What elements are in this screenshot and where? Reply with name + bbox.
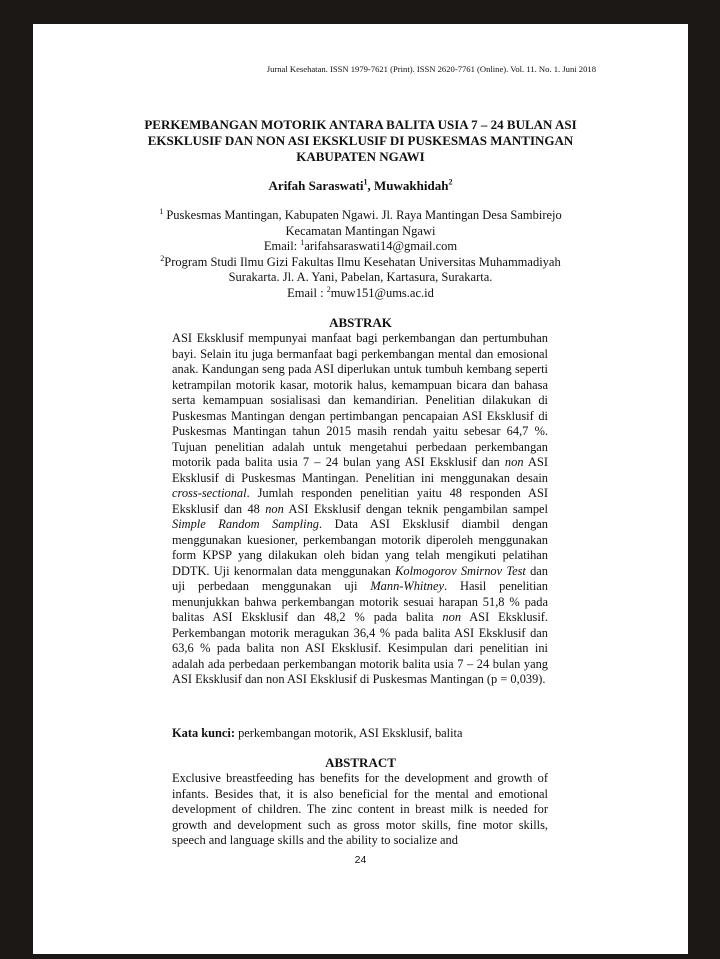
affiliation-2-line2: Surakarta. Jl. A. Yani, Pabelan, Kartasura, Surakarta. xyxy=(228,270,493,285)
journal-header: Jurnal Kesehatan. ISSN 1979-7621 (Print). ISSN 2620-7761 (Online). Vol. 11. No. 1. Juni 2018 xyxy=(266,64,596,74)
abstrak-text: ASI Eksklusif. Perkembangan motorik meragukan 36,4 % pada balita ASI Eksklusif dan 63,6 % pada balita non ASI Eksklusif. Kesimpulan dari penelitian ini adalah ada perbedaan perkembangan motorik balita usia 7 – 24 bulan yang ASI Eksklusif dan non ASI Eksklusif di Puskesmas Mantingan (p = 0,039). xyxy=(172,610,548,686)
email-address: arifahsaraswati14@gmail.com xyxy=(304,239,458,254)
keywords-text: perkembangan motorik, ASI Eksklusif, balita xyxy=(235,726,463,740)
affiliation-superscript: 2 xyxy=(160,253,165,263)
abstract-body: Exclusive breastfeeding has benefits for the development and growth of infants. Besides that, it is also beneficial for the mental and emotional development of children. The zinc content in breast milk is needed for growth and development such as gross motor skills, fine motor skills, speech and language skills and the ability to socialize and xyxy=(172,771,548,847)
abstrak-text: ASI Eksklusif mempunyai manfaat bagi perkembangan dan pertumbuhan bayi. Selain itu juga bermanfaat bagi perkembangan mental dan emosional anak. Kandungan seng pada ASI diperlukan untuk tumbuh kembang seperti ketrampilan motorik kasar, motorik halus, kemampuan bicara dan bahasa serta kemampuan sosialisasi dan kemandirian. Penelitian dilakukan di Puskesmas Mantingan dengan pertimbangan pencapaian ASI Eksklusif di Puskesmas Mantingan tahun 2015 masih rendah yaitu sebesar 64,7 %. Tujuan penelitian adalah untuk mengetahui perbedaan perkembangan motorik pada balita usia 7 – 24 bulan yang ASI Eksklusif dan xyxy=(172,331,548,469)
affiliation-1-line1 xyxy=(33,208,688,224)
title-line: EKSKLUSIF DAN NON ASI EKSKLUSIF DI PUSKESMAS MANTINGAN xyxy=(147,133,574,148)
affiliation-text: Program Studi Ilmu Gizi Fakultas Ilmu Kesehatan Universitas Muhammadiyah xyxy=(164,254,561,269)
abstrak-italic: non xyxy=(265,501,284,516)
abstrak-body xyxy=(172,331,548,688)
author-name: Muwakhidah xyxy=(374,178,449,193)
email-label: Email : xyxy=(287,285,327,300)
abstrak-italic: Kolmogorov Smirnov Test xyxy=(395,563,526,578)
abstrak-text: ASI Eksklusif di Puskesmas Mantingan. Penelitian ini menggunakan desain xyxy=(172,455,548,485)
title-line: KABUPATEN NGAWI xyxy=(296,149,425,164)
abstrak-italic: non xyxy=(442,610,462,624)
abstrak-heading: ABSTRAK xyxy=(329,315,392,330)
email-superscript: 2 xyxy=(326,284,331,294)
abstrak-italic: Mann-Whitney xyxy=(370,579,444,593)
affiliations xyxy=(33,208,688,302)
paper-page xyxy=(33,24,688,954)
abstrak-text: . Jumlah responden penelitian yaitu 48 responden ASI Eksklusif dan 48 xyxy=(172,486,548,516)
author-name: Arifah Saraswati xyxy=(268,178,364,193)
author-superscript: 2 xyxy=(448,177,453,187)
abstract-heading: ABSTRACT xyxy=(325,755,396,770)
title-line: PERKEMBANGAN MOTORIK ANTARA BALITA USIA 7 – 24 BULAN ASI xyxy=(144,117,577,132)
email-2 xyxy=(33,286,688,302)
abstrak-text: dan uji perbedaan menggunakan uji xyxy=(172,563,548,593)
abstrak-text: . Data ASI Eksklusif diambil dengan menggunakan kuesioner, perkembangan motorik diperoleh menggunakan form KPSP yang dilakukan oleh bidan yang telah mengikuti pelatihan DDTK. Uji kenormalan data menggunakan xyxy=(172,517,549,578)
affiliation-1-line2: Kecamatan Mantingan Ngawi xyxy=(285,223,436,238)
keywords xyxy=(172,726,548,741)
abstrak-text: . Hasil penelitian menunjukkan bahwa perkembangan motorik sesuai harapan 51,8 % pada balitas ASI Eksklusif dan 48,2 % pada balita xyxy=(172,579,548,624)
author-superscript: 1 xyxy=(363,177,368,187)
abstrak-italic: cross-sectional xyxy=(172,486,247,500)
email-label: Email: xyxy=(263,239,301,254)
abstrak-italic: Simple Random Sampling xyxy=(172,517,319,531)
paper-title xyxy=(33,117,688,165)
affiliation-2-line1 xyxy=(33,255,688,271)
author-separator: , xyxy=(367,178,375,193)
email-superscript: 1 xyxy=(300,238,305,248)
abstrak-text: ASI Eksklusif dengan teknik pengambilan sampel xyxy=(283,501,548,516)
email-address: muw151@ums.ac.id xyxy=(330,285,434,300)
page-number: 24 xyxy=(354,854,367,866)
keywords-label: Kata kunci: xyxy=(172,726,235,740)
email-1 xyxy=(33,239,688,255)
abstrak-italic: non xyxy=(504,455,524,469)
affiliation-text: Puskesmas Mantingan, Kabupaten Ngawi. Jl. Raya Mantingan Desa Sambirejo xyxy=(163,208,562,222)
affiliation-superscript: 1 xyxy=(159,206,164,216)
author-list xyxy=(33,178,688,194)
